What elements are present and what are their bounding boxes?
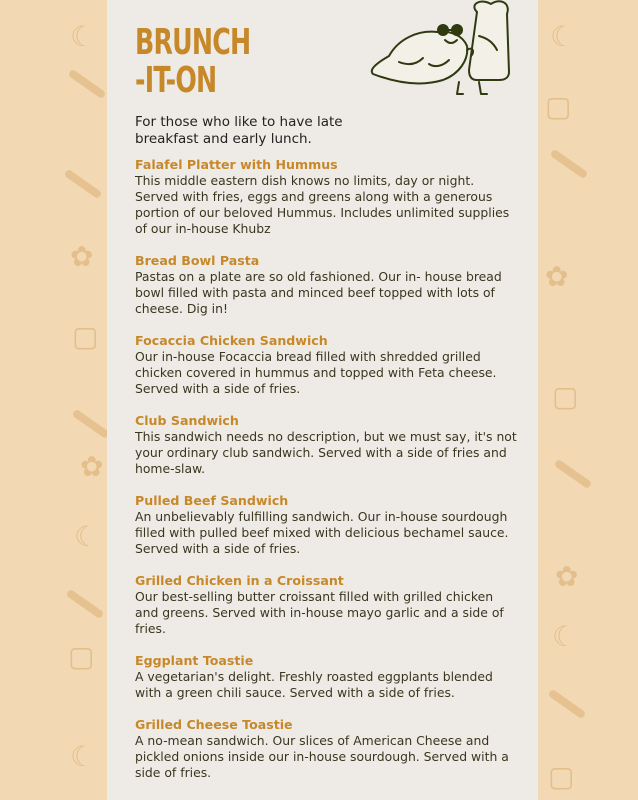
menu-item bbox=[135, 653, 519, 701]
rolling-pin-icon bbox=[72, 409, 111, 440]
menu-item-description: Our best-selling butter croissant filled with grilled chicken and greens. Served with in-house mayo garlic and a side of fries. bbox=[135, 589, 504, 636]
menu-item bbox=[135, 157, 519, 237]
menu-item-name: Falafel Platter with Hummus bbox=[135, 157, 338, 172]
menu-item-name: Pulled Beef Sandwich bbox=[135, 493, 289, 508]
menu-item-name: Grilled Chicken in a Croissant bbox=[135, 573, 344, 588]
menu-tagline: For those who like to have late breakfast and early lunch. bbox=[135, 114, 343, 147]
menu-item-name: Club Sandwich bbox=[135, 413, 239, 428]
menu-item-name: Grilled Cheese Toastie bbox=[135, 717, 293, 732]
wheat-icon: ✿ bbox=[545, 260, 569, 293]
rolling-pin-icon bbox=[66, 589, 105, 620]
rolling-pin-icon bbox=[554, 459, 593, 490]
menu-item bbox=[135, 573, 519, 637]
menu-item-description: A no-mean sandwich. Our slices of American Cheese and pickled onions inside our in-house sourdough. Served with a side of fries. bbox=[135, 733, 509, 780]
wheat-icon: ✿ bbox=[555, 560, 579, 593]
bread-icon: ▢ bbox=[552, 380, 579, 413]
bread-icon: ▢ bbox=[548, 760, 575, 793]
rolling-pin-icon bbox=[68, 69, 107, 100]
wheat-icon: ✿ bbox=[80, 450, 104, 483]
menu-item-description: Pastas on a plate are so old fashioned. Our in- house bread bowl filled with pasta and minced beef topped with lots of cheese. Dig in! bbox=[135, 269, 502, 316]
bread-icon: ▢ bbox=[68, 640, 95, 673]
croissant-icon: ☾ bbox=[74, 520, 100, 553]
wheat-icon: ✿ bbox=[70, 240, 94, 273]
menu-item bbox=[135, 717, 519, 781]
bread-icon: ▢ bbox=[545, 90, 572, 123]
croissant-icon: ☾ bbox=[70, 740, 96, 773]
rolling-pin-icon bbox=[550, 149, 589, 180]
menu-item bbox=[135, 333, 519, 397]
menu-item-name: Eggplant Toastie bbox=[135, 653, 254, 668]
menu-item-description: A vegetarian's delight. Freshly roasted eggplants blended with a green chili sauce. Served with a side of fries. bbox=[135, 669, 493, 700]
menu-item-name: Bread Bowl Pasta bbox=[135, 253, 260, 268]
menu-title-line1: BRUNCH bbox=[135, 22, 251, 63]
bread-icon: ▢ bbox=[72, 320, 99, 353]
croissant-icon: ☾ bbox=[552, 620, 578, 653]
rolling-pin-icon bbox=[64, 169, 103, 200]
menu-item-name: Focaccia Chicken Sandwich bbox=[135, 333, 328, 348]
menu-card bbox=[107, 0, 538, 800]
menu-item-description: Our in-house Focaccia bread filled with shredded grilled chicken covered in hummus and topped with Feta cheese. Served with a side of fries. bbox=[135, 349, 497, 396]
menu-title bbox=[135, 24, 250, 100]
menu-items-list bbox=[135, 157, 519, 797]
menu-item-description: This sandwich needs no description, but we must say, it's not your ordinary club sandwich. Served with a side of fries and home-slaw. bbox=[135, 429, 517, 476]
bread-mascot-illustration bbox=[359, 0, 537, 100]
menu-item bbox=[135, 413, 519, 477]
croissant-icon: ☾ bbox=[550, 20, 576, 53]
menu-item bbox=[135, 253, 519, 317]
menu-item-description: An unbelievably fulfilling sandwich. Our in-house sourdough filled with pulled beef mixed with delicious bechamel sauce. Served with a side of fries. bbox=[135, 509, 509, 556]
menu-item bbox=[135, 493, 519, 557]
croissant-icon: ☾ bbox=[70, 20, 96, 53]
menu-item-description: This middle eastern dish knows no limits, day or night. Served with fries, eggs and greens along with a generous portion of our beloved Hummus. Includes unlimited supplies of our in-house Khubz bbox=[135, 173, 510, 236]
menu-title-line2: -IT-ON bbox=[135, 60, 217, 101]
rolling-pin-icon bbox=[548, 689, 587, 720]
